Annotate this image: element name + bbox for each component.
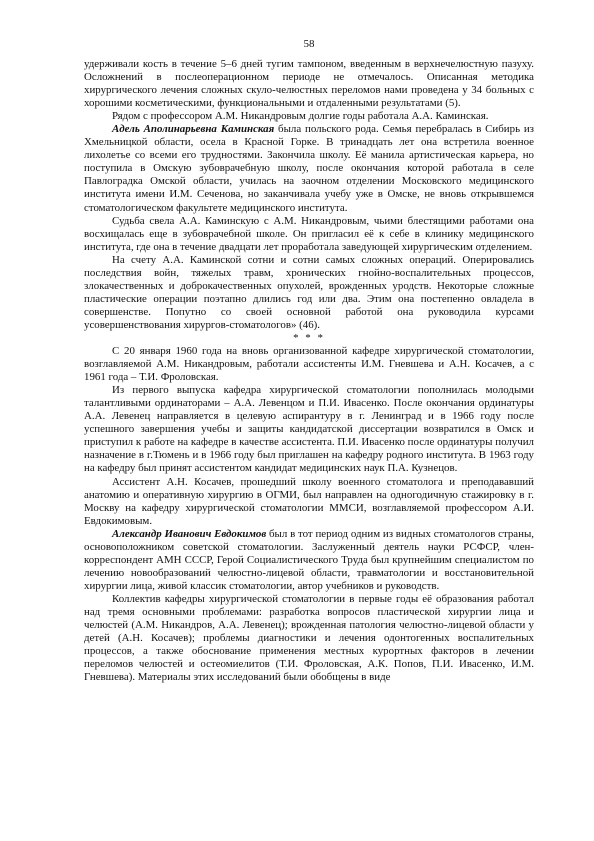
paragraph: Судьба свела А.А. Каминскую с А.М. Никандровым, чьими блестящими работами она восхищалась еще в зубоврачебной школе. Он пригласил её к себе в клинику медицинского института, где она в течение двадцати лет проработала заведующей хирургическим отделением. bbox=[84, 214, 534, 253]
section-separator: * * * bbox=[293, 331, 325, 344]
paragraph: Ассистент А.Н. Косачев, прошедший школу военного стоматолога и преподававший анатомию и оперативную хирургию в ОГМИ, был направлен на одногодичную стажировку в г. Москву на кафедру хирургической стоматологии ММСИ, возглавляемой профессором А.И. Евдокимовым. bbox=[84, 475, 534, 527]
paragraph: На счету А.А. Каминской сотни и сотни самых сложных операций. Оперировались последствия войн, тяжелых травм, хронических гнойно-воспалительных процессов, злокачественных и доброкачественных опухолей, врожденных уродств. Некоторые сложные пластические операции поэтапно длились год или два. Этим она постепенно овладела в совершенстве. Попутно со своей основной работой она руководила курсами усовершенствования хирургов-стоматологов» (46). bbox=[84, 253, 534, 331]
page-number: 58 bbox=[303, 38, 315, 50]
paragraph: С 20 января 1960 года на вновь организованной кафедре хирургической стоматологии, возглавляемой А.М. Никандровым, работали ассистенты И.М. Гневшева и А.Н. Косачев, а с 1961 года – Т.И. Фроловская. bbox=[84, 345, 534, 384]
paragraph-text: был в тот период одним из видных стоматологов страны, основоположником советской стоматологии. Заслуженный деятель науки РСФСР, член-корреспондент АМН СССР, Герой Социалистического Труда был крупнейшим специалистом по лечению новообразований челюстно-лицевой области, травматологии и восстановительной хирургии лица, живой классик стоматологии, автор учебников и руководств. bbox=[84, 527, 534, 592]
paragraph: Коллектив кафедры хирургической стоматологии в первые годы её образования работал над тремя основными проблемами: разработка вопросов пластической хирургии лица и челюстей (А.М. Никандров, А.А. Левенец); врожденная патология челюстно-лицевой области у детей (А.Н. Косачев); проблемы диагностики и лечения одонтогенных воспалительных процессов, а также обоснование применения местных курортных факторов в лечении переломов челюстей и остеомиелитов (Т.И. Фроловская, А.К. Попов, П.И. Ивасенко, И.М. Гневшева). Материалы этих исследований были обобщены в виде bbox=[84, 592, 534, 684]
paragraph bbox=[84, 123, 534, 214]
paragraph bbox=[84, 528, 534, 593]
person-name: Александр Иванович Евдокимов bbox=[112, 527, 267, 540]
paragraph-text: была польского рода. Семья перебралась в Сибирь из Хмельницкой области, осела в Красной Горке. В тринадцать лет она встретила военное лихолетье со всеми его трудностями. Закончила школу. Её манила артистическая карьера, но поступила в Омскую зубоврачебную школу, после окончания которой работала в селе Павлоградка Омской области, училась на заочном отделении Московского медицинского института имени И.М. Сеченова, но заканчивала учебу уже в Омске, не вновь открывшемся стоматологическом факультете медицинского института. bbox=[84, 123, 534, 214]
body-text bbox=[84, 58, 534, 684]
person-name: Адель Аполинарьевна Каминская bbox=[112, 123, 275, 136]
paragraph: удерживали кость в течение 5–6 дней тугим тампоном, введенным в верхнечелюстную пазуху. Осложнений в послеоперационном периоде не отмечалось. Описанная методика хирургического лечения сложных скуло-челюстных переломов нами проведена у 34 больных с хорошими косметическими, функциональными и отдаленными результатами (5). bbox=[84, 58, 534, 110]
paragraph: Из первого выпуска кафедра хирургической стоматологии пополнилась молодыми талантливыми ординаторами – А.А. Левенцом и П.И. Ивасенко. После окончания ординатуры А.А. Левенец направляется в целевую аспирантуру в г. Ленинград и в 1966 году после успешного завершения учебы и защиты кандидатской диссертации возвратился в Омск и приступил к работе на кафедре в качестве ассистента. П.И. Ивасенко после ординатуры получил назначение в г.Тюмень и в 1966 году был приглашен на кафедру родного института. В 1963 году на кафедру был принят ассистентом кандидат медицинских наук П.А. Кузнецов. bbox=[84, 384, 534, 475]
paragraph: Рядом с профессором А.М. Никандровым долгие годы работала А.А. Каминская. bbox=[112, 110, 489, 123]
